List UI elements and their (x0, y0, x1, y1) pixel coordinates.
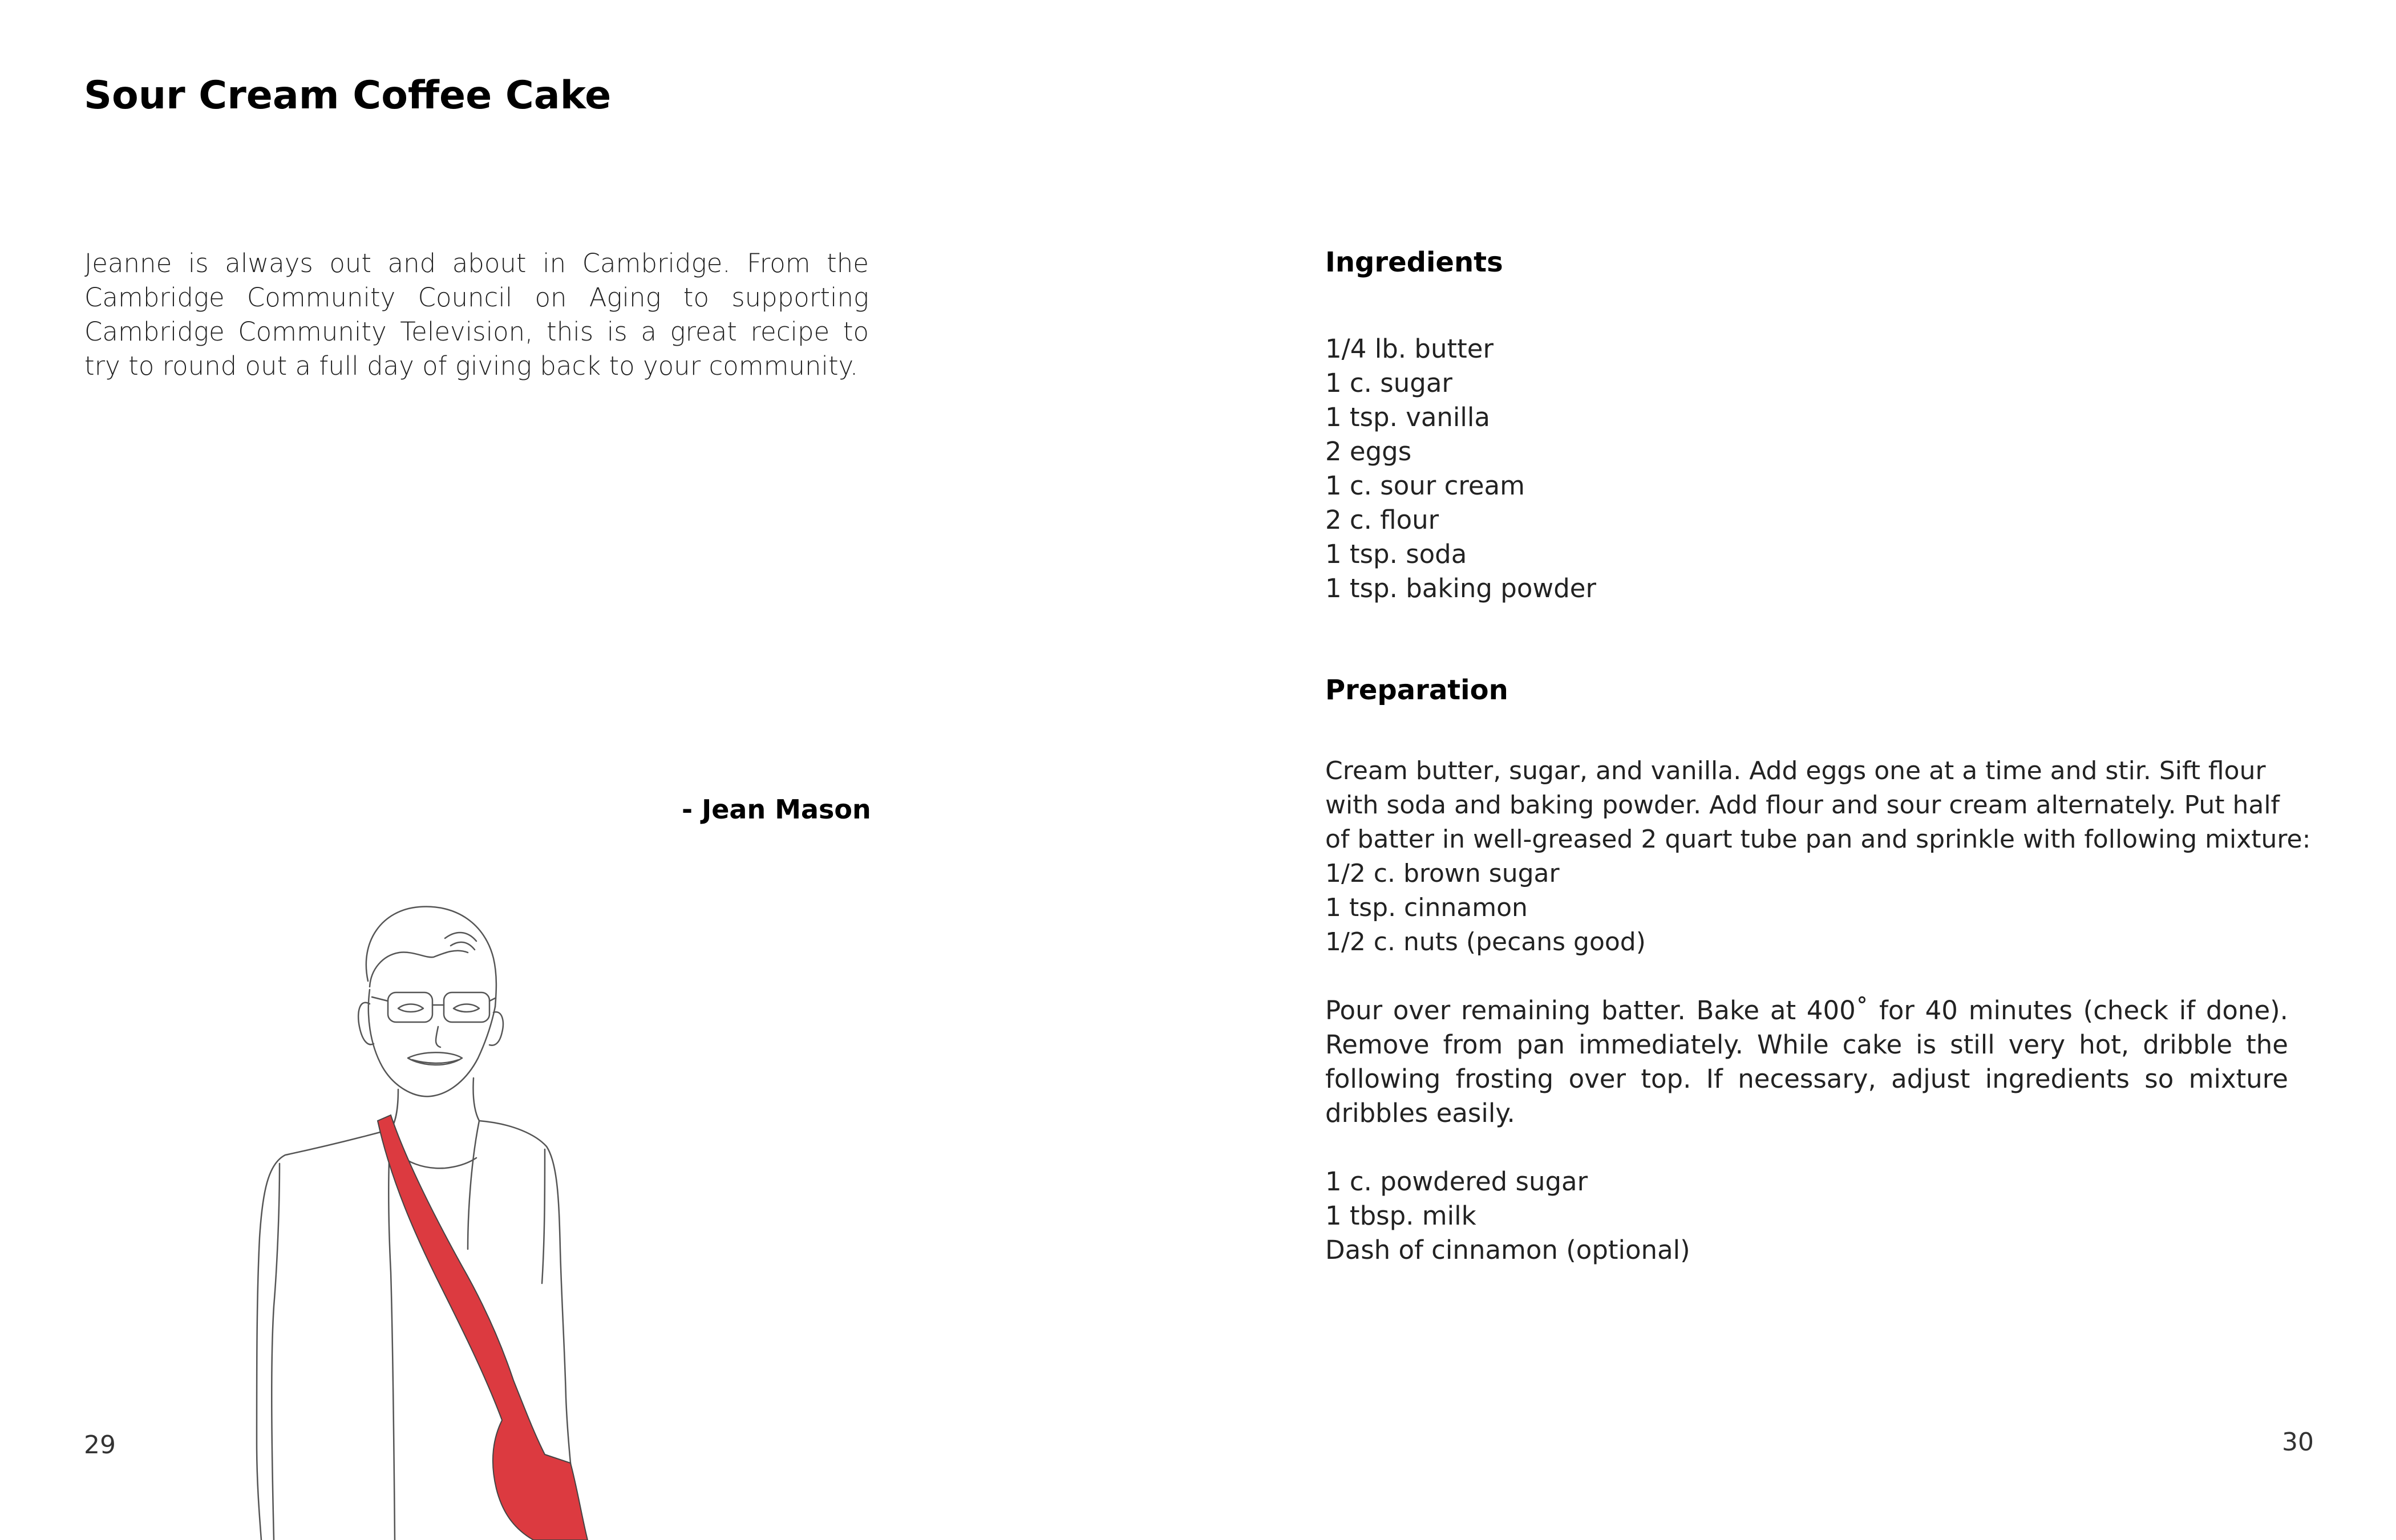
preparation-pour-paragraph: Pour over remaining batter. Bake at 400˚ for 40 minutes (check if done). Remove from pan immediately. While cake is still very hot, dribble the following frosting over top. If necessary, adjust ingredients so mixture dribbles easily. (1325, 995, 2288, 1128)
preparation-heading: Preparation (1325, 674, 1508, 706)
list-item: 1 tsp. baking powder (1325, 573, 1596, 603)
ingredients-list (1325, 332, 1596, 606)
recipe-title: Sour Cream Coffee Cake (84, 73, 612, 118)
preparation-line: 1/2 c. brown sugar (1325, 859, 1560, 888)
preparation-line: Cream butter, sugar, and vanilla. Add eggs one at a time and stir. Sift flour (1325, 756, 2266, 785)
list-item: 1 c. powdered sugar (1325, 1166, 1588, 1197)
list-item: 2 eggs (1325, 436, 1412, 467)
preparation-line: 1/2 c. nuts (pecans good) (1325, 927, 1646, 957)
list-item: 1 c. sour cream (1325, 471, 1525, 501)
recipe-intro: Jeanne is always out and about in Cambridge. From the Cambridge Community Council on Aging to supporting Cambridge Community Television, this is a great recipe to try to round out a full day of giving back to your community. (84, 248, 869, 381)
preparation-line: of batter in well-greased 2 quart tube pan and sprinkle with following mixture: (1325, 825, 2311, 854)
preparation-steps (1325, 754, 2311, 959)
preparation-line: 1 tsp. cinnamon (1325, 893, 1528, 922)
preparation-line: with soda and baking powder. Add flour and sour cream alternately. Put half (1325, 791, 2280, 820)
page-number-right: 30 (2282, 1428, 2314, 1457)
list-item: 1 tbsp. milk (1325, 1201, 1476, 1231)
list-item: 1/4 lb. butter (1325, 334, 1494, 364)
list-item: 1 tsp. soda (1325, 539, 1467, 569)
recipe-attribution: - Jean Mason (682, 794, 871, 825)
list-item: Dash of cinnamon (optional) (1325, 1235, 1690, 1265)
page-number-left: 29 (84, 1430, 116, 1460)
list-item: 2 c. flour (1325, 505, 1439, 535)
contributor-portrait-illustration (217, 895, 673, 1540)
ingredients-heading: Ingredients (1325, 246, 1503, 278)
list-item: 1 tsp. vanilla (1325, 402, 1491, 432)
frosting-list (1325, 1165, 2302, 1267)
list-item: 1 c. sugar (1325, 368, 1452, 398)
